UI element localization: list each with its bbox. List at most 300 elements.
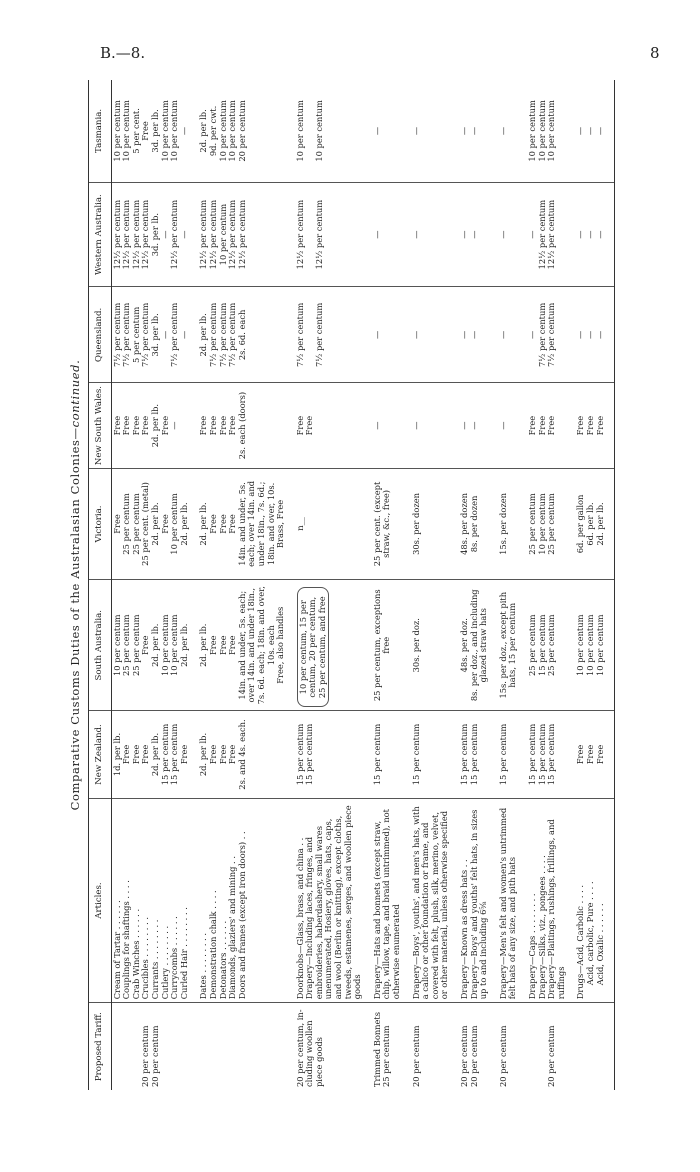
table-row xyxy=(459,80,490,1090)
cell-line: 48s. per dozen xyxy=(459,493,469,555)
spacer-cell xyxy=(364,383,372,468)
cell-tariff xyxy=(295,1003,364,1090)
spacer-cell xyxy=(567,580,575,711)
cell-nsw xyxy=(372,383,403,468)
spacer-cell xyxy=(519,468,527,580)
cell-line: Free xyxy=(217,415,228,436)
cell-line: 15 per centum xyxy=(468,723,479,786)
table-row xyxy=(372,80,403,1090)
cell-line: 15 per centum xyxy=(159,723,170,786)
cell-q xyxy=(295,287,364,383)
spacer-cell xyxy=(190,468,198,580)
cell-line: — xyxy=(410,421,421,430)
cell-line: Free xyxy=(304,415,315,436)
cell-line: 10 per centum xyxy=(536,493,547,555)
cell-line: 2d. per lb. xyxy=(149,732,160,777)
cell-wa xyxy=(372,182,403,287)
cell-line: — xyxy=(178,126,189,136)
cell-line: 25 per centum xyxy=(121,493,132,555)
cell-line: — xyxy=(497,126,508,136)
spacer-cell xyxy=(287,468,295,580)
cell-line: 25 per centum xyxy=(381,1025,392,1087)
cell-line: Drapery—Boys', youths', and men's hats, with a calico or other foundation or frame, and covered with felt, plush, silk, merino, velvet, or other material, unless otherwise specified xyxy=(410,806,450,1000)
cell-line: — xyxy=(497,330,508,340)
spacer-cell xyxy=(364,182,372,287)
duties-table xyxy=(88,80,615,1090)
cell-line: Drapery—Silks, viz., pongees . . . . xyxy=(536,855,547,1000)
cell-line: Currants . . . . . . . . xyxy=(149,919,160,1000)
cell-line: Free xyxy=(111,415,122,436)
cell-nsw xyxy=(111,383,190,468)
cell-line: — xyxy=(584,230,595,239)
col-header-western-australia: Western Australia. xyxy=(89,182,112,287)
cell-tariff xyxy=(198,1003,286,1090)
cell-articles xyxy=(411,798,451,1003)
cell-vic xyxy=(198,468,286,580)
spacer-cell xyxy=(403,287,411,383)
cell-line: 25 per centum xyxy=(130,493,141,555)
cell-nsw xyxy=(527,383,567,468)
cell-articles xyxy=(527,798,567,1003)
cell-line: 7½ per centum xyxy=(227,302,238,368)
cell-line: 15 per centum xyxy=(546,723,557,786)
cell-line: 15 per centum xyxy=(410,723,421,786)
spacer-cell xyxy=(567,798,575,1003)
cell-line: 2d. per lb. xyxy=(198,623,209,667)
cell-q xyxy=(411,287,451,383)
cell-line: Free xyxy=(198,415,209,436)
cell-line: — xyxy=(459,126,469,136)
cell-tariff xyxy=(372,1003,403,1090)
cell-line: — xyxy=(594,126,605,136)
cell-line: — xyxy=(468,330,479,340)
cell-line: cluding woollen xyxy=(304,1020,315,1087)
cell-line: 2d. per lb. xyxy=(198,502,209,546)
cell-sa xyxy=(111,580,190,711)
table-row xyxy=(527,80,567,1090)
col-header-queensland: Queensland. xyxy=(89,287,112,383)
cell-line: 3d. per lb. xyxy=(149,212,160,257)
row-spacer xyxy=(490,80,498,1090)
cell-line: — xyxy=(178,330,189,340)
cell-nz xyxy=(295,711,364,798)
cell-vic xyxy=(498,468,519,580)
title-main: Comparative Customs Duties of the Australasian Colonies— xyxy=(68,427,82,811)
cell-articles xyxy=(459,798,490,1003)
cell-vic xyxy=(411,468,451,580)
cell-line: 25 per centum, exceptions free xyxy=(371,589,392,702)
col-header-south-australia: South Australia. xyxy=(89,580,112,711)
cell-line: Crucibles . . . . . . . . xyxy=(140,917,151,1000)
cell-line: 25 per centum xyxy=(546,614,557,676)
spacer-cell xyxy=(287,182,295,287)
table-body xyxy=(111,80,615,1090)
row-spacer xyxy=(519,80,527,1090)
table-row xyxy=(498,80,519,1090)
cell-line: Free xyxy=(130,415,141,436)
cell-articles xyxy=(498,798,519,1003)
col-header-new-south-wales: New South Wales. xyxy=(89,383,112,468)
cell-line: 7½ per centum xyxy=(536,302,547,368)
cell-nsw xyxy=(198,383,286,468)
spacer-cell xyxy=(567,383,575,468)
cell-line: 7½ per centum xyxy=(121,302,132,368)
cell-line: 25 per centum xyxy=(121,614,132,676)
cell-line: 7½ per centum xyxy=(313,302,324,368)
page-title xyxy=(68,80,82,1090)
cell-line: — xyxy=(584,126,595,136)
spacer-cell xyxy=(567,1003,575,1090)
cell-line: 12½ per centum xyxy=(227,199,238,270)
spacer-cell xyxy=(567,287,575,383)
cell-line: 7½ per centum xyxy=(546,302,557,368)
cell-line: 7½ per centum xyxy=(111,302,122,368)
cell-q xyxy=(198,287,286,383)
cell-nz xyxy=(527,711,567,798)
spacer-cell xyxy=(451,80,459,182)
cell-line: Trimmed Bonnets xyxy=(371,1011,382,1087)
cell-line: Crab Winches . . . . . . xyxy=(130,908,141,1000)
cell-line: Free xyxy=(121,744,132,765)
spacer-cell xyxy=(190,1003,198,1090)
col-header-tasmania: Tasmania. xyxy=(89,80,112,182)
cell-line: 10 per centum xyxy=(111,100,122,162)
cell-line: 10 per centum xyxy=(227,100,238,162)
spacer-cell xyxy=(490,580,498,711)
cell-line: Free, also handles xyxy=(275,606,286,684)
cell-line: Drapery—Known as dress hats . . xyxy=(459,859,469,1000)
cell-line: 12½ per centum xyxy=(236,199,247,270)
cell-line: Doorknobs—Glass, brass, and china . . xyxy=(294,837,305,1000)
cell-line: 2d. per lb. xyxy=(178,502,189,546)
cell-line: 15s. per doz., except pith hats, 15 per centum xyxy=(497,591,518,699)
cell-line: Free xyxy=(584,415,595,436)
cell-line: 10 per centum xyxy=(159,614,170,676)
cell-line: — xyxy=(371,126,382,136)
cell-line: 15 per centum xyxy=(536,723,547,786)
cell-line: Free xyxy=(130,744,141,765)
cell-q xyxy=(527,287,567,383)
cell-line: Drapery—Including laces, fringes, and embroideries, haberdashery, small wares unenumerated, Hosiery, gloves, hats, caps, and wool (Berlin or knitting), except cloths, tweeds, estamenes, serges, and woollen piece goods xyxy=(304,805,363,1000)
row-spacer xyxy=(606,80,615,1090)
cell-nsw xyxy=(459,383,490,468)
cell-line: 12½ per centum xyxy=(546,199,557,270)
cell-line: piece goods xyxy=(313,1037,324,1087)
spacer-cell xyxy=(287,80,295,182)
cell-line: Cream of Tartar . . . . . . xyxy=(111,900,122,1000)
cell-sa xyxy=(411,580,451,711)
cell-line: 10 per centum xyxy=(313,100,324,162)
spacer-cell xyxy=(490,182,498,287)
cell-tas xyxy=(498,80,519,182)
cell-vic xyxy=(372,468,403,580)
spacer-cell xyxy=(606,468,615,580)
cell-line: Free xyxy=(207,514,218,534)
cell-line: 8s. per dozen xyxy=(468,495,479,553)
spacer-cell xyxy=(606,182,615,287)
cell-tariff xyxy=(498,1003,519,1090)
cell-line: 15 per centum xyxy=(459,723,469,786)
cell-line: 10 per centum xyxy=(526,100,537,162)
cell-line: Free xyxy=(227,514,238,534)
row-spacer xyxy=(190,80,198,1090)
cell-line: Free xyxy=(536,415,547,436)
title-suffix: continued. xyxy=(68,359,82,428)
spacer-cell xyxy=(606,798,615,1003)
cell-line: — xyxy=(159,330,170,340)
cell-line: Free xyxy=(140,744,151,765)
cell-line: Free xyxy=(207,635,218,656)
cell-line: Detonators . . . . . . xyxy=(217,920,228,1000)
cell-line: 7½ per centum xyxy=(217,302,228,368)
cell-line: 12½ per centum xyxy=(313,199,324,270)
cell-line: — xyxy=(410,126,421,136)
cell-line: 10 per centum xyxy=(546,100,557,162)
cell-line: 3d. per lb. xyxy=(149,109,160,153)
spacer-cell xyxy=(519,80,527,182)
cell-wa xyxy=(111,182,190,287)
cell-line: Free xyxy=(594,744,605,765)
spacer-cell xyxy=(519,383,527,468)
col-header-victoria: Victoria. xyxy=(89,468,112,580)
cell-line: 20 per centum xyxy=(410,1025,421,1087)
spacer-cell xyxy=(190,287,198,383)
cell-line: Free xyxy=(575,415,586,436)
cell-wa xyxy=(198,182,286,287)
cell-line: Acid, Oxalic . . . . . . xyxy=(594,903,605,986)
spacer-cell xyxy=(519,798,527,1003)
row-spacer xyxy=(451,80,459,1090)
cell-line: 2d. per lb. xyxy=(178,623,189,667)
cell-line: 2d. per lb. xyxy=(149,502,160,546)
spacer-cell xyxy=(403,1003,411,1090)
cell-tas xyxy=(198,80,286,182)
cell-tas xyxy=(527,80,567,182)
spacer-cell xyxy=(451,383,459,468)
cell-sa xyxy=(198,580,286,711)
cell-line: Free xyxy=(227,744,238,765)
spacer-cell xyxy=(190,711,198,798)
table-row xyxy=(295,80,364,1090)
cell-line: — xyxy=(526,230,537,239)
spacer-cell xyxy=(567,468,575,580)
cell-line: 20 per centum xyxy=(149,1025,160,1087)
cell-line: Free xyxy=(575,744,586,765)
cell-line: Brass, Free xyxy=(275,499,286,549)
cell-line: — xyxy=(459,421,469,430)
cell-nz xyxy=(411,711,451,798)
cell-line: 12½ per centum xyxy=(140,199,151,270)
cell-line xyxy=(122,1006,132,1087)
spacer-cell xyxy=(567,182,575,287)
cell-line: Free xyxy=(178,744,189,765)
cell-line: Free xyxy=(111,514,122,534)
spacer-cell xyxy=(364,798,372,1003)
cell-wa xyxy=(575,182,606,287)
cell-line: Drapery—Caps . . . . . . . . xyxy=(526,893,537,1000)
cell-line: Free xyxy=(121,415,132,436)
cell-line: 15 per centum xyxy=(526,723,537,786)
cell-line: — xyxy=(178,230,189,239)
col-header-new-zealand: New Zealand. xyxy=(89,711,112,798)
cell-line: 20 per centum xyxy=(236,100,247,162)
spacer-cell xyxy=(403,468,411,580)
cell-line: 10 per centum xyxy=(159,100,170,162)
cell-q xyxy=(575,287,606,383)
cell-nsw xyxy=(498,383,519,468)
spacer-cell xyxy=(567,711,575,798)
cell-line: 30s. per doz. xyxy=(410,618,421,673)
cell-line: 10 per centum xyxy=(169,614,180,676)
spacer-cell xyxy=(287,383,295,468)
cell-line: 2d. per lb. xyxy=(594,502,605,546)
spacer-cell xyxy=(451,798,459,1003)
cell-line: — xyxy=(575,126,586,136)
cell-line: 10 per centum xyxy=(594,614,605,676)
cell-line: 2d. per lb. xyxy=(149,403,160,448)
cell-line: 25 per centum xyxy=(526,493,537,555)
cell-articles xyxy=(295,798,364,1003)
cell-line: — xyxy=(575,230,586,239)
cell-line: — xyxy=(526,330,537,340)
cell-line: Dates . . . . . . . . xyxy=(198,932,209,1000)
cell-line: Free xyxy=(159,415,170,436)
spacer-cell xyxy=(490,468,498,580)
cell-line: Free xyxy=(227,635,238,656)
cell-line: 8s. per doz., and including glazed straw hats xyxy=(468,589,489,702)
cell-line: 14in. and under, 5s. each; over 14in. and under 18in., 7s. 6d. each; 18in. and over, 10s. each xyxy=(236,586,276,705)
cell-line: 7½ per centum xyxy=(140,302,151,368)
cell-line: Free xyxy=(207,415,218,436)
cell-line: Couplings for shaftings . . . . xyxy=(121,880,132,1000)
cell-wa xyxy=(498,182,519,287)
cell-tas xyxy=(295,80,364,182)
cell-wa xyxy=(411,182,451,287)
cell-line: Acid, carbolic, Pure . . . . xyxy=(584,881,595,986)
cell-line: 7½ per centum xyxy=(169,302,180,368)
cell-tariff xyxy=(459,1003,490,1090)
row-spacer xyxy=(287,80,295,1090)
spacer-cell xyxy=(451,580,459,711)
cell-nsw xyxy=(411,383,451,468)
spacer-cell xyxy=(403,182,411,287)
cell-line: — xyxy=(594,330,605,340)
cell-line: 5 per cent. xyxy=(130,108,141,154)
cell-line: 10 per centum xyxy=(121,100,132,162)
cell-nz xyxy=(198,711,286,798)
spacer-cell xyxy=(451,1003,459,1090)
cell-line: 20 per centum xyxy=(497,1025,508,1087)
cell-line xyxy=(113,1006,123,1087)
spacer-cell xyxy=(606,80,615,182)
cell-line: 12½ per centum xyxy=(121,199,132,270)
cell-line: — xyxy=(459,230,469,239)
spacer-cell xyxy=(287,287,295,383)
cell-line: 12½ per centum xyxy=(169,199,180,270)
cell-line: — xyxy=(371,421,382,430)
row-spacer xyxy=(567,80,575,1090)
cell-sa xyxy=(295,580,364,711)
page-section-code: B.—8. xyxy=(100,44,146,62)
cell-line: Free xyxy=(140,635,151,656)
spacer-cell xyxy=(287,798,295,1003)
cell-line: Free xyxy=(217,514,228,534)
cell-line: 15 per centum xyxy=(304,723,315,786)
cell-line: Drapery—Plaitings, rushings, frillings, and ruffings xyxy=(546,819,566,1000)
cell-wa xyxy=(459,182,490,287)
cell-tas xyxy=(372,80,403,182)
cell-line: Free xyxy=(294,415,305,436)
cell-articles xyxy=(198,798,286,1003)
cell-line: Free xyxy=(140,415,151,436)
spacer-cell xyxy=(606,1003,615,1090)
spacer-cell xyxy=(606,711,615,798)
cell-line: 10 per centum xyxy=(584,614,595,676)
cell-nz xyxy=(372,711,403,798)
cell-line: 2d. per lb. xyxy=(198,732,209,777)
cell-sa xyxy=(372,580,403,711)
spacer-cell xyxy=(190,383,198,468)
cell-tas xyxy=(111,80,190,182)
cell-line: 7½ per centum xyxy=(207,302,218,368)
cell-line xyxy=(180,386,190,464)
cell-line: — xyxy=(497,230,508,239)
cell-nz xyxy=(111,711,190,798)
cell-line: 3d. per lb. xyxy=(149,313,160,357)
spacer-cell xyxy=(403,580,411,711)
spacer-cell xyxy=(190,798,198,1003)
spacer-cell xyxy=(403,80,411,182)
cell-q xyxy=(111,287,190,383)
spacer-cell xyxy=(490,80,498,182)
cell-line: Doors and frames (except iron doors) . . xyxy=(236,831,247,1000)
spacer-cell xyxy=(606,383,615,468)
spacer-cell xyxy=(287,1003,295,1090)
cell-line: — xyxy=(371,230,382,239)
cell-line: Free xyxy=(594,415,605,436)
cell-line: 12½ per centum xyxy=(130,199,141,270)
cell-line: — xyxy=(159,230,170,239)
cell-line: Free xyxy=(207,744,218,765)
cell-line: Diamonds, glaziers' and mining . . xyxy=(227,856,238,1000)
cell-sa xyxy=(527,580,567,711)
cell-line: 48s. per doz. xyxy=(459,618,469,673)
cell-line: 20 per centum, in- xyxy=(294,1009,305,1087)
cell-line: Cutlery . . . . . . . . xyxy=(159,925,170,1000)
cell-line: 10 per centum xyxy=(169,493,180,555)
header-row xyxy=(89,80,112,1090)
cell-tariff xyxy=(527,1003,567,1090)
cell-line: — xyxy=(468,126,479,136)
cell-line: 10 per centum xyxy=(169,100,180,162)
cell-line: — xyxy=(169,421,180,430)
spacer-cell xyxy=(190,580,198,711)
cell-line: 30s. per dozen xyxy=(410,493,421,555)
cell-line: Free xyxy=(217,635,228,656)
cell-nsw xyxy=(575,383,606,468)
cell-line: — xyxy=(468,421,479,430)
cell-tas xyxy=(459,80,490,182)
cell-sa xyxy=(459,580,490,711)
cell-line: 25 per centum xyxy=(546,493,557,555)
cell-line: — xyxy=(371,330,382,340)
cell-line: 10 per centum xyxy=(217,100,228,162)
cell-line: 15 per centum xyxy=(536,614,547,676)
cell-line: — xyxy=(594,230,605,239)
cell-line: 20 per centum xyxy=(468,1025,479,1087)
cell-line: — xyxy=(584,330,595,340)
cell-line: n__ xyxy=(294,517,305,531)
